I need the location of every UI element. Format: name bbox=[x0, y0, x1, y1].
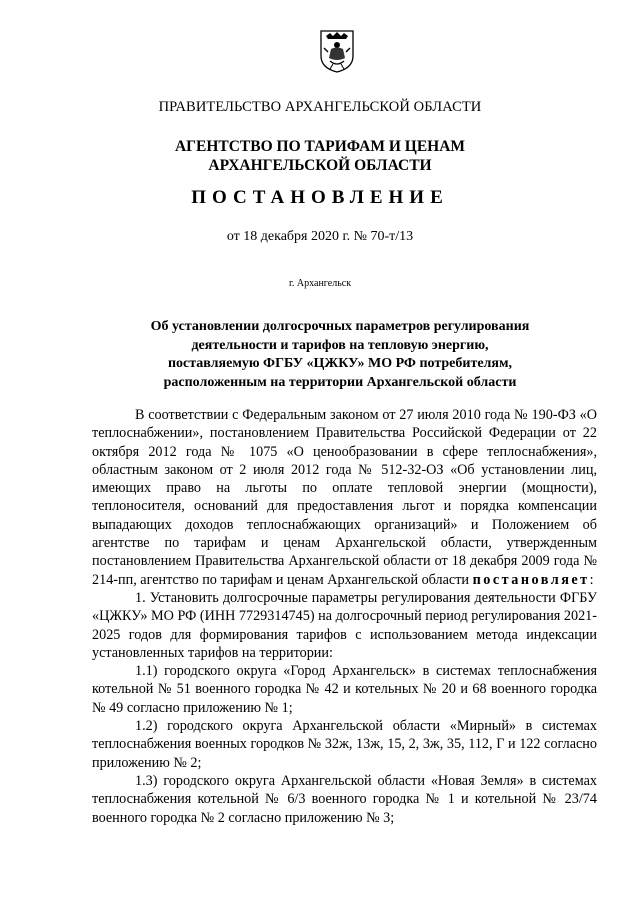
agency-name bbox=[0, 137, 640, 175]
preamble-paragraph bbox=[92, 406, 597, 589]
item-1-1-paragraph: 1.1) городского округа «Город Архангельск» в системах теплоснабжения котельной № 51 военного городка № 42 и котельных № 20 и 68 военного городка № 49 согласно приложению № 1; bbox=[92, 663, 597, 716]
item-1-3-paragraph: 1.3) городского округа Архангельской области «Новая Земля» в системах теплоснабжения котельной № 6/3 военного городка № 1 и котельной № 23/74 военного городка № 2 согласно приложению № 3; bbox=[92, 772, 597, 826]
subject-line3: поставляемую ФГБУ «ЦЖКУ» МО РФ потребителям, bbox=[167, 356, 513, 371]
document-body bbox=[92, 406, 597, 827]
document-date-number: от 18 декабря 2020 г. № 70-т/13 bbox=[226, 229, 414, 244]
item-1-paragraph: 1. Установить долгосрочные параметры регулирования деятельности ФГБУ «ЦЖКУ» МО РФ (ИНН 7729314745) на долгосрочный период регулирования 2021-2025 годов для формирования тарифов с использованием метода индексации установленных тарифов на территории: bbox=[92, 589, 597, 661]
agency-name-line2: АРХАНГЕЛЬСКОЙ ОБЛАСТИ bbox=[208, 157, 432, 174]
decrees-colon: : bbox=[589, 571, 594, 588]
subject-line4: расположенным на территории Архангельской области bbox=[163, 374, 517, 390]
document-city: г. Архангельск bbox=[288, 278, 352, 289]
decrees-word: постановляет bbox=[472, 571, 590, 588]
item-1-2-paragraph: 1.2) городского округа Архангельской области «Мирный» в системах теплоснабжения военных городков № 32ж, 13ж, 15, 2, 3ж, 35, 112, Г и 122 согласно приложению № 2; bbox=[92, 718, 597, 771]
document-subject bbox=[120, 318, 560, 392]
agency-name-line1: АГЕНТСТВО ПО ТАРИФАМ И ЦЕНАМ bbox=[174, 138, 466, 155]
preamble-text: В соответствии с Федеральным законом от 27 июля 2010 года № 190-ФЗ «О теплоснабжении», постановлением Правительства Российской Федерации от 22 октября 2012 года № 1075 «О ценообразовании в сфере теплоснабжения», областным законом от 2 июля 2012 года № 512-32-ОЗ «Об установлении лиц, имеющих право на льготы по оплате тепловой энергии (мощности), теплоносителя, оснований для предоставления льгот и порядка компенсации выпадающих доходов теплоснабжающих организаций» и Положением об агентстве по тарифам и ценам Архангельской области, утвержденным постановлением Правительства Архангельской области от 18 декабря 2009 года № 214-пп, агентство по тарифам и ценам Архангельской области bbox=[92, 407, 597, 588]
document-type-title: ПОСТАНОВЛЕНИЕ bbox=[191, 187, 449, 208]
government-name: ПРАВИТЕЛЬСТВО АРХАНГЕЛЬСКОЙ ОБЛАСТИ bbox=[158, 99, 482, 115]
coat-of-arms-emblem bbox=[318, 28, 356, 74]
subject-line1: Об установлении долгосрочных параметров регулирования bbox=[150, 319, 530, 334]
subject-line2: деятельности и тарифов на тепловую энергию, bbox=[191, 337, 489, 353]
coat-of-arms-icon bbox=[318, 28, 356, 74]
